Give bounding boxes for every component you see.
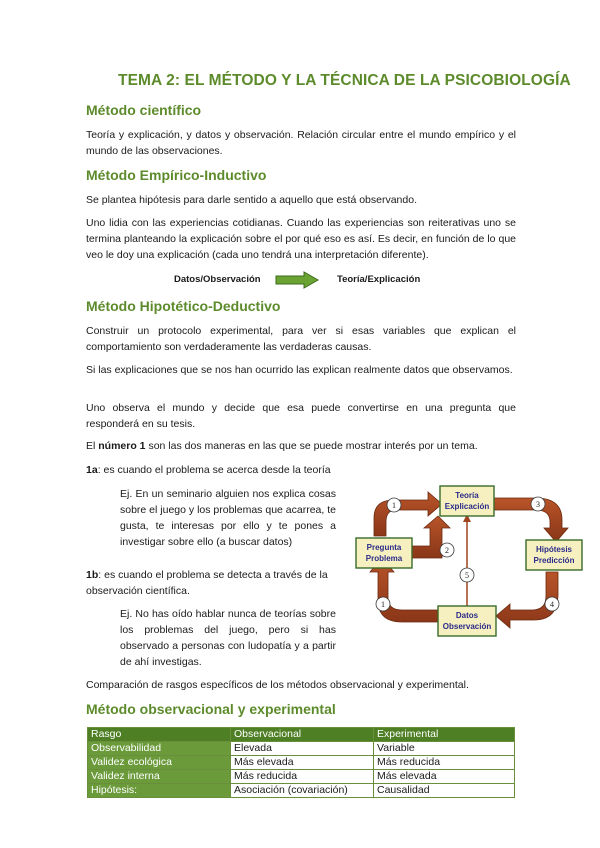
table-header-cell: Experimental [374, 728, 515, 742]
table-row-header: Validez ecológica [88, 756, 231, 770]
paragraph-numero-1 [86, 438, 478, 454]
paragraph-1b [86, 567, 354, 599]
table-row-header: Validez interna [88, 770, 231, 784]
table-cell: Más reducida [374, 756, 515, 770]
flow-label-teoria: Teoría/Explicación [337, 274, 421, 285]
svg-text:Observación: Observación [442, 622, 492, 631]
label-1b: 1b [86, 569, 99, 581]
table-row-header: Observabilidad [88, 742, 231, 756]
table-row [88, 756, 515, 770]
paragraph-empirico-2: Uno lidia con las experiencias cotidianas. Cuando las experiencias son reiterativas uno se termina planteando la explicación sobre el por qué eso es así. Es decir, en función de lo que veo le doy una explicación (cada uno tendrá una interpretación diferente). [86, 217, 516, 261]
svg-text:Datos: Datos [455, 611, 479, 620]
cycle-number-1-lower [376, 597, 390, 611]
table-row [88, 742, 515, 756]
cycle-number-4 [545, 597, 559, 611]
flow-label-datos: Datos/Observación [174, 274, 261, 285]
svg-text:2: 2 [445, 546, 449, 555]
paragraph-hipotetico-3: Uno observa el mundo y decide que esa puede convertirse en una pregunta que responderá en su tesis. [86, 402, 516, 430]
table-header-row [88, 728, 515, 742]
svg-text:4: 4 [550, 600, 554, 609]
research-cycle-diagram [350, 478, 586, 638]
table-cell: Causalidad [374, 784, 515, 798]
box-teoria [440, 486, 494, 516]
flow-arrow-icon [274, 271, 320, 289]
heading-metodo-empirico: Método Empírico-Inductivo [86, 167, 267, 183]
heading-metodo-cientifico: Método científico [86, 102, 202, 118]
table-header-cell: Observacional [231, 728, 374, 742]
svg-text:1: 1 [381, 600, 385, 609]
svg-text:Explicación: Explicación [444, 502, 490, 511]
table-cell: Más reducida [231, 770, 374, 784]
box-pregunta [356, 538, 412, 568]
cycle-number-5 [460, 568, 474, 582]
numero-post: son las dos maneras en las que se puede mostrar interés por un tema. [145, 440, 478, 452]
text-1a: : es cuando el problema se acerca desde la teoría [97, 464, 331, 476]
svg-text:Hipótesis: Hipótesis [535, 545, 573, 554]
comparison-table [87, 727, 515, 798]
svg-text:3: 3 [536, 500, 540, 509]
table-cell: Asociación (covariación) [231, 784, 374, 798]
table-row [88, 784, 515, 798]
example-1a: Ej. En un seminario alguien nos explica cosas sobre el juego y los problemas que acarrea, te gusta, te interesas por ello y te pones a investigar sobre ello (a buscar datos) [120, 488, 336, 548]
svg-text:1: 1 [392, 501, 396, 510]
paragraph-hipotetico-1: Construir un protocolo experimental, para ver si esas variables que explican el comportamiento son verdaderamente las verdaderas causas. [86, 325, 516, 353]
box-datos [438, 606, 496, 636]
table-cell: Más elevada [231, 756, 374, 770]
svg-text:Teoría: Teoría [455, 491, 479, 500]
paragraph-comparacion: Comparación de rasgos específicos de los métodos observacional y experimental. [86, 679, 469, 691]
paragraph-1a [86, 462, 331, 478]
example-1b: Ej. No has oído hablar nunca de teorías sobre los problemas del juego, pero si has observado a personas con ludopatía y a partir de ahí investigas. [120, 608, 336, 668]
numero-pre: El [86, 440, 99, 452]
table-cell: Elevada [231, 742, 374, 756]
box-hipotesis [526, 540, 582, 570]
table-row [88, 770, 515, 784]
cycle-number-3 [531, 497, 545, 511]
heading-metodo-observacional: Método observacional y experimental [86, 701, 336, 717]
text-1b: : es cuando el problema se detecta a través de la observación científica. [86, 569, 328, 597]
heading-metodo-hipotetico: Método Hipotético-Deductivo [86, 298, 281, 314]
page-title: TEMA 2: EL MÉTODO Y LA TÉCNICA DE LA PSICOBIOLOGÍA [118, 72, 571, 89]
svg-text:5: 5 [465, 571, 469, 580]
paragraph-hipotetico-2: Si las explicaciones que se nos han ocurrido las explican realmente datos que observamos. [86, 364, 513, 376]
table-cell: Más elevada [374, 770, 515, 784]
numero-bold: número 1 [98, 440, 146, 452]
cycle-number-2 [440, 543, 454, 557]
svg-text:Problema: Problema [365, 554, 403, 563]
svg-text:Predicción: Predicción [533, 556, 575, 565]
table-cell: Variable [374, 742, 515, 756]
paragraph-empirico-1: Se plantea hipótesis para darle sentido a aquello que está observando. [86, 194, 417, 206]
paragraph-cientifico: Teoría y explicación, y datos y observación. Relación circular entre el mundo empírico y el mundo de las observaciones. [86, 129, 516, 157]
svg-text:Pregunta: Pregunta [366, 543, 402, 552]
cycle-number-1 [387, 498, 401, 512]
label-1a: 1a [86, 464, 98, 476]
table-row-header: Hipótesis: [88, 784, 231, 798]
table-header-cell: Rasgo [88, 728, 231, 742]
